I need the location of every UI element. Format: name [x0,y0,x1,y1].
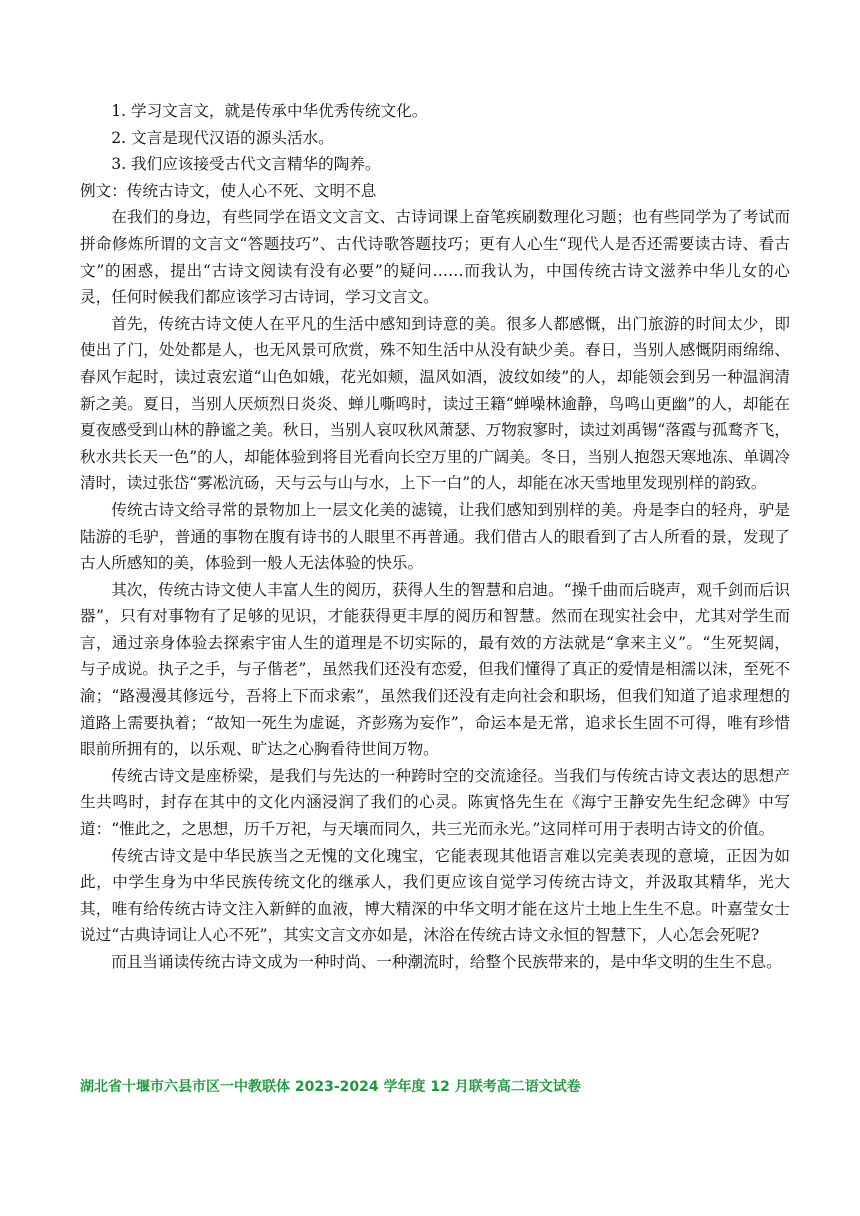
paragraph-3: 传统古诗文给寻常的景物加上一层文化美的滤镜，让我们感知到别样的美。舟是李白的轻舟，驴是陆游的毛驴，普通的事物在腹有诗书的人眼里不再普通。我们借古人的眼看到了古人所看的景，发现了古人所感知的美，体验到一般人无法体验的快乐。 [80,500,790,573]
example-essay-title: 例文：传统古诗文，使人心不死、文明不息 [80,181,377,200]
point-2: 2. 文言是现代汉语的源头活水。 [111,128,334,147]
paragraph-5: 传统古诗文是座桥梁，是我们与先达的一种跨时空的交流途径。当我们与传统古诗文表达的思想产生共鸣时，封存在其中的文化内涵浸润了我们的心灵。陈寅恪先生在《海宁王静安先生纪念碑》中写道：“惟此之，之思想，历千万祀，与天壤而同久，共三光而永光。”这同样可用于表明古诗文的价值。 [80,766,790,839]
point-3: 3. 我们应该接受古代文言精华的陶养。 [111,155,381,174]
exam-source-title: 湖北省十堰市六县市区一中教联体 2023-2024 学年度 12 月联考高二语文试卷 [80,1079,581,1095]
paragraph-4: 其次，传统古诗文使人丰富人生的阅历，获得人生的智慧和启迪。“操千曲而后晓声，观千剑而后识器”，只有对事物有了足够的见识，才能获得更丰厚的阅历和智慧。然而在现实社会中，尤其对学生而言，通过亲身体验去探索宇宙人生的道理是不切实际的，最有效的方法就是“拿来主义”。“生死契阔，与子成说。执子之手，与子偕老”，虽然我们还没有恋爱，但我们懂得了真正的爱情是相濡以沫，至死不渝；“路漫漫其修远兮，吾将上下而求索”，虽然我们还没有走向社会和职场，但我们知道了追求理想的道路上需要执着；“故知一死生为虚诞，齐彭殇为妄作”，命运本是无常，追求长生固不可得，唯有珍惜眼前所拥有的，以乐观、旷达之心胸看待世间万物。 [80,580,790,759]
paragraph-6: 传统古诗文是中华民族当之无愧的文化瑰宝，它能表现其他语言难以完美表现的意境，正因为如此，中学生身为中华民族传统文化的继承人，我们更应该自觉学习传统古诗文，并汲取其精华，光大其，唯有给传统古诗文注入新鲜的血液，博大精深的中华文明才能在这片土地上生生不息。叶嘉莹女士说过“古典诗词让人心不死”，其实文言文亦如是，沐浴在传统古诗文永恒的智慧下，人心怎会死呢? [80,846,790,945]
essay-content [80,98,790,976]
paragraph-2: 首先，传统古诗文使人在平凡的生活中感知到诗意的美。很多人都感慨，出门旅游的时间太少，即使出了门，处处都是人，也无风景可欣赏，殊不知生活中从没有缺少美。春日，当别人感慨阴雨绵绵、春风乍起时，读过袁宏道“山色如娥，花光如颊，温风如酒，波纹如绫”的人，却能领会到另一种温润清新之美。夏日，当别人厌烦烈日炎炎、蝉儿嘶鸣时，读过王籍“蝉噪林逾静，鸟鸣山更幽”的人，却能在夏夜感受到山林的静谧之美。秋日，当别人哀叹秋风萧瑟、万物寂寥时，读过刘禹锡“落霞与孤鹜齐飞，秋水共长天一色”的人，却能体验到将目光看向长空万里的广阔美。冬日，当别人抱怨天寒地冻、单调冷清时，读过张岱“雾凇沆砀，天与云与山与水，上下一白”的人，却能在冰天雪地里发现别样的韵致。 [80,314,790,493]
point-1: 1. 学习文言文，就是传承中华优秀传统文化。 [111,102,428,120]
paragraph-7: 而且当诵读传统古诗文成为一种时尚、一种潮流时，给整个民族带来的，是中华文明的生生不息。 [111,953,782,971]
paragraph-1: 在我们的身边，有些同学在语文文言文、古诗词课上奋笔疾刷数理化习题；也有些同学为了考试而拼命修炼所谓的文言文“答题技巧”、古代诗歌答题技巧；更有人心生“现代人是否还需要读古诗、看古文”的困惑，提出“古诗文阅读有没有必要”的疑问……而我认为，中国传统古诗文滋养中华儿女的心灵，任何时候我们都应该学习古诗词，学习文言文。 [80,208,790,307]
